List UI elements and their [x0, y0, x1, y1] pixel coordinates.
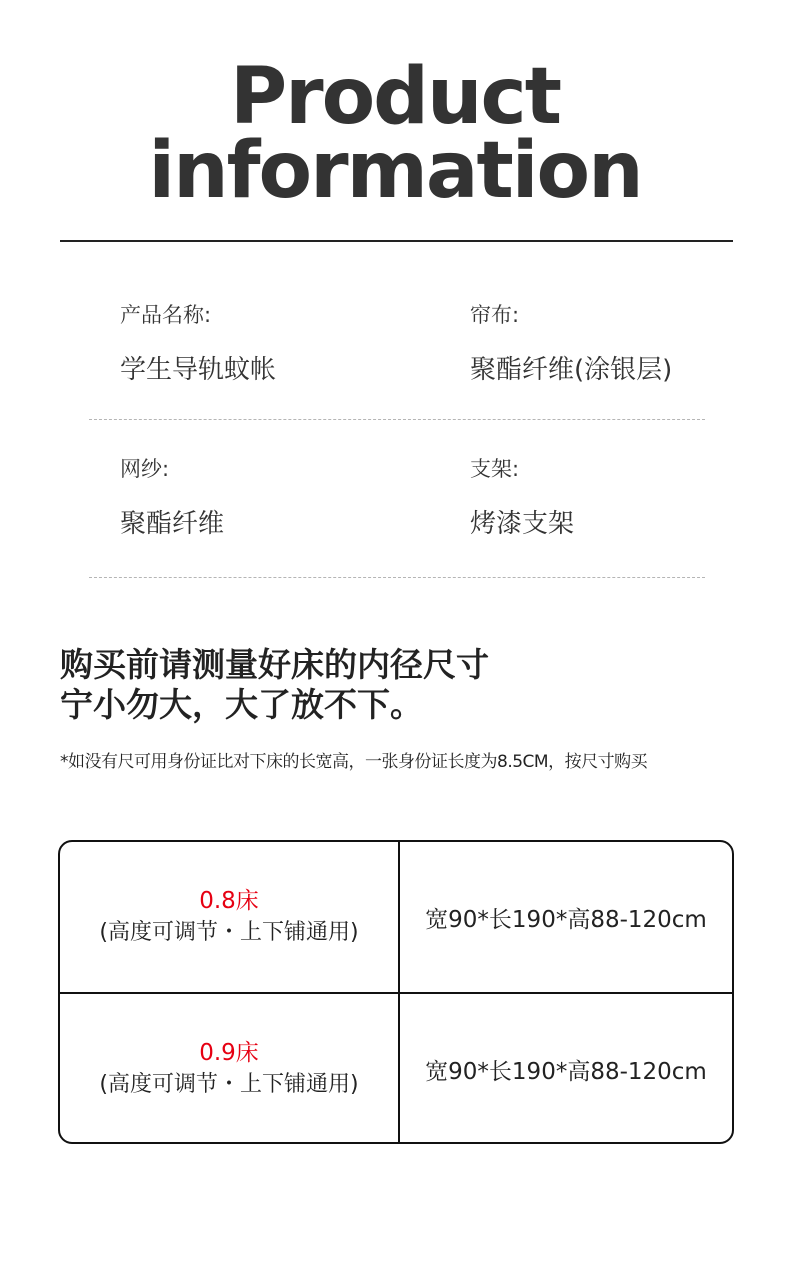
notice-line-1: 购买前请测量好床的内径尺寸: [60, 645, 489, 684]
table-row: [60, 842, 732, 992]
dimension-cell: 宽90*长190*高88-120cm: [425, 1058, 707, 1085]
bed-size: 0.9床: [199, 1040, 259, 1066]
spec-label: 网纱:: [120, 457, 170, 481]
page-title: [0, 52, 790, 216]
spec-curtain: [470, 300, 790, 387]
spec-label: 支架:: [470, 457, 520, 481]
bed-type-cell: [60, 842, 400, 992]
spec-divider: [89, 577, 705, 578]
spec-value: 聚酯纤维: [120, 509, 225, 539]
title-divider: [60, 240, 733, 242]
spec-product-name: [120, 300, 450, 387]
title-line-2: information: [148, 126, 642, 216]
spec-label: 产品名称:: [120, 303, 212, 327]
bed-note: (高度可调节・上下铺通用): [99, 1072, 359, 1097]
spec-divider: [89, 419, 705, 420]
bed-size: 0.8床: [199, 888, 259, 914]
measure-tip: *如没有尺可用身份证比对下床的长宽高，一张身份证长度为8.5CM，按尺寸购买: [60, 752, 648, 772]
spec-frame: [470, 454, 790, 541]
bed-note: (高度可调节・上下铺通用): [99, 920, 359, 945]
table-row: [60, 992, 732, 1144]
spec-value: 聚酯纤维(涂银层): [470, 355, 673, 385]
size-table: [58, 840, 734, 1144]
spec-value: 学生导轨蚊帐: [120, 355, 277, 385]
dimension-cell: 宽90*长190*高88-120cm: [425, 906, 707, 933]
spec-value: 烤漆支架: [470, 509, 575, 539]
measure-notice: [60, 645, 489, 725]
title-line-1: Product: [229, 52, 561, 142]
notice-line-2: 宁小勿大，大了放不下。: [60, 685, 423, 724]
bed-type-cell: [60, 994, 400, 1144]
spec-label: 帘布:: [470, 303, 520, 327]
spec-mesh: [120, 454, 450, 541]
